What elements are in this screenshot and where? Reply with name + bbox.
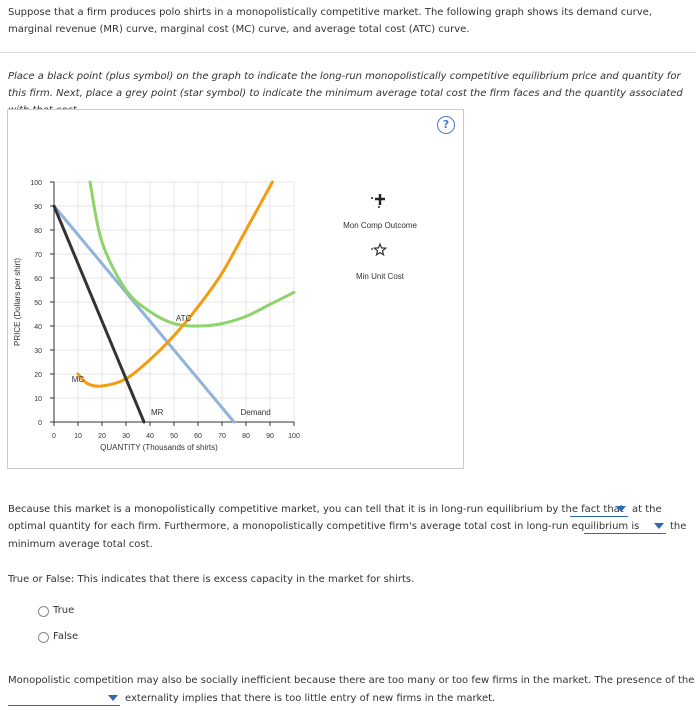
plus-icon-dot [378, 206, 380, 208]
x-tick-label: 0 [52, 433, 56, 440]
q1-dropdown-1[interactable] [570, 502, 628, 517]
radio-false-label: False [53, 631, 79, 642]
x-tick-label: 70 [218, 433, 226, 440]
star-icon-dot [371, 248, 373, 250]
demand-curve [54, 206, 234, 422]
x-tick-label: 20 [98, 433, 106, 440]
chevron-down-icon [654, 523, 664, 529]
x-tick-label: 90 [266, 433, 274, 440]
radio-true[interactable] [38, 606, 49, 617]
plus-icon-dot [371, 197, 373, 199]
q3-dropdown[interactable] [8, 691, 120, 706]
mr-curve [54, 206, 144, 422]
y-tick-label: 40 [34, 324, 42, 331]
y-tick-label: 30 [34, 348, 42, 355]
q2-prompt: True or False: This indicates that there is excess capacity in the market for shirts. [8, 574, 415, 585]
demand-label: Demand [240, 407, 271, 417]
x-tick-label: 40 [146, 433, 154, 440]
y-tick-label: 80 [34, 228, 42, 235]
radio-true-label: True [53, 605, 75, 616]
y-tick-label: 0 [38, 420, 42, 427]
help-icon[interactable]: ? [437, 116, 455, 134]
mon-comp-outcome-label: Mon Comp Outcome [343, 221, 417, 230]
x-tick-label: 50 [170, 433, 178, 440]
chevron-down-icon [108, 695, 118, 701]
x-tick-label: 100 [288, 433, 300, 440]
y-tick-label: 50 [34, 300, 42, 307]
q3-text-2: externality implies that there is too little entry of new firms in the market. [125, 693, 496, 704]
x-tick-label: 80 [242, 433, 250, 440]
mr-label: MR [150, 407, 164, 417]
q3-text-1: Monopolistic competition may also be socially inefficient because there are too many or too few firms in the market. The presence of the [8, 675, 695, 686]
y-tick-label: 90 [34, 204, 42, 211]
x-tick-label: 60 [194, 433, 202, 440]
q1-text-5: minimum average total cost. [8, 539, 153, 550]
y-tick-label: 100 [30, 180, 42, 187]
y-tick-label: 20 [34, 372, 42, 379]
star-icon [374, 244, 385, 255]
atc-label: ATC [175, 314, 192, 324]
x-tick-label: 30 [122, 433, 130, 440]
intro-text: Suppose that a firm produces polo shirts in a monopolistically competitive market. The following graph shows its demand curve, marginal revenue (MR) curve, marginal cost (MC) curve, and average total cost (ATC) curve. [8, 7, 652, 35]
q1-dropdown-2[interactable] [584, 519, 666, 534]
radio-false[interactable] [38, 632, 49, 643]
min-unit-cost-label: Min Unit Cost [355, 272, 405, 281]
y-tick-label: 70 [34, 252, 42, 259]
y-axis-label: PRICE (Dollars per shirt) [13, 257, 22, 347]
q1-text-2: at the [632, 504, 662, 515]
chevron-down-icon [616, 506, 626, 512]
y-tick-label: 10 [34, 396, 42, 403]
mc-curve [78, 182, 272, 386]
q1-text-3: optimal quantity for each firm. Furthermore, a monopolistically competitive firm's average total cost in long-run equilibrium is [8, 521, 640, 532]
instructions-text: Place a black point (plus symbol) on the graph to indicate the long-run monopolistically competitive equilibrium price and quantity for this firm. Next, place a grey point (star symbol) to indicate the minimum average total cost the firm faces and the quantity associated [8, 71, 683, 99]
y-tick-label: 60 [34, 276, 42, 283]
x-tick-label: 10 [74, 433, 82, 440]
q1-text-1: Because this market is a monopolistically competitive market, you can tell that it is in long-run equilibrium by the fact that [8, 504, 624, 515]
q1-text-4: the [670, 521, 687, 532]
mc-label: MC [71, 375, 85, 384]
x-axis-label: QUANTITY (Thousands of shirts) [100, 443, 218, 452]
